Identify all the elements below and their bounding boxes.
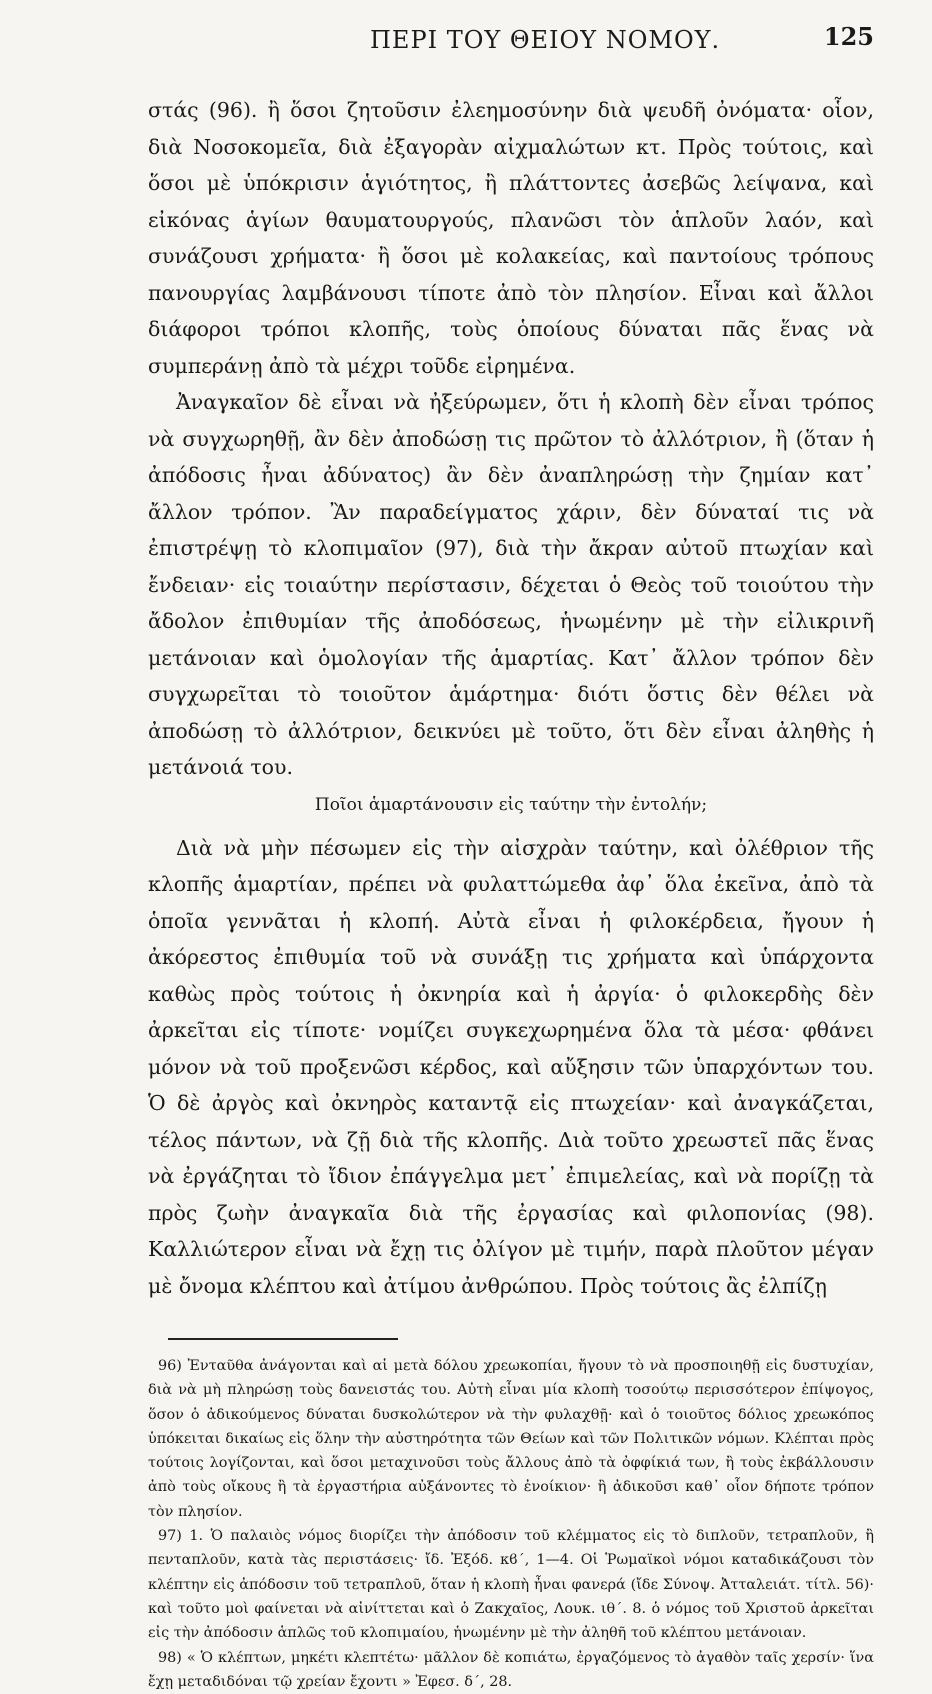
main-text bbox=[148, 92, 874, 1304]
paragraph-2: Ἀναγκαῖον δὲ εἶναι νὰ ἠξεύρωμεν, ὅτι ἡ κλοπὴ δὲν εἶναι τρόπος νὰ συγχωρηθῇ, ἂν δὲν ἀποδώσῃ τις πρῶτον τὸ ἀλλότριον, ἢ (ὅταν ἡ ἀπόδοσις ἦναι ἀδύνατος) ἂν δὲν ἀναπληρώσῃ τὴν ζημίαν κατ᾽ ἄλλον τρόπον. Ἂν παραδείγματος χάριν, δὲν δύναταί τις νὰ ἐπιστρέψῃ τὸ κλοπιμαῖον (97), διὰ τὴν ἄκραν αὐτοῦ πτωχίαν καὶ ἔνδειαν· εἰς τοιαύτην περίστασιν, δέχεται ὁ Θεὸς τοῦ τοιούτου τὴν ἄδολον ἐπιθυμίαν τῆς ἀποδόσεως, ἡνωμένην μὲ τὴν εἰλικρινῆ μετάνοιαν καὶ ὁμολογίαν τῆς ἁμαρτίας. Κατ᾽ ἄλλον τρόπον δὲν συγχωρεῖται τὸ τοιοῦτον ἁμάρτημα· διότι ὅστις δὲν θέλει νὰ ἀποδώσῃ τὸ ἀλλότριον, δεικνύει μὲ τοῦτο, ὅτι δὲν εἶναι ἀληθὴς ἡ μετάνοιά του. bbox=[148, 390, 874, 779]
footnotes bbox=[148, 1354, 874, 1694]
paragraph-1: στάς (96). ἢ ὅσοι ζητοῦσιν ἐλεημοσύνην διὰ ψευδῆ ὀνόματα· οἷον, διὰ Νοσοκομεῖα, διὰ ἐξαγορὰν αἰχμαλώτων κτ. Πρὸς τούτοις, καὶ ὅσοι μὲ ὑπόκρισιν ἁγιότητος, ἢ πλάττοντες ἀσεβῶς λείψανα, καὶ εἰκόνας ἁγίων θαυματουργούς, πλανῶσι τὸν ἁπλοῦν λαόν, καὶ συνάζουσι χρήματα· ἢ ὅσοι μὲ κολακείας, καὶ παντοίους τρόπους πανουργίας λαμβάνουσι τίποτε ἀπὸ τὸν πλησίον. Εἶναι καὶ ἄλλοι διάφοροι τρόποι κλοπῆς, τοὺς ὁποίους δύναται πᾶς ἕνας νὰ συμπεράνῃ ἀπὸ τὰ μέχρι τοῦδε εἰρημένα. bbox=[148, 98, 874, 378]
footnote-separator bbox=[168, 1338, 398, 1340]
footnote-96: 96) Ἐνταῦθα ἀνάγονται καὶ αἱ μετὰ δόλου χρεωκοπίαι, ἤγουν τὸ νὰ προσποιηθῇ εἰς δυστυχίαν, διὰ νὰ μὴ πληρώσῃ τοὺς δανειστάς του. Αὐτὴ εἶναι μία κλοπὴ τοσούτῳ περισσότερον ἐπίψογος, ὅσον ὁ ἀδικούμενος δύναται δυσκολώτερον νὰ τὴν φυλαχθῇ· καὶ ὁ τοιοῦτος δόλιος χρεωκόπος ὑπόκειται δικαίως εἰς ὅλην τὴν αὐστηρότητα τῶν Θείων καὶ τῶν Πολιτικῶν νόμων. Κλέπται πρὸς τούτοις λογίζονται, καὶ ὅσοι μεταχινοῦσι τοὺς ἄλλους ἀπὸ τὰ ὀφφίκιά των, ἢ τοὺς ἐκβάλλουσιν ἀπὸ τοὺς οἴκους ἢ τὰ ἐργαστήρια αὐξάνοντες τὸ ἐνοίκιον· ἢ ἀδικοῦσι καθ᾽ οἷον δήποτε τρόπον τὸν πλησίον. bbox=[148, 1358, 874, 1520]
page-header bbox=[148, 18, 874, 62]
footnote-97: 97) 1. Ὁ παλαιὸς νόμος διορίζει τὴν ἀπόδοσιν τοῦ κλέμματος εἰς τὸ διπλοῦν, τετραπλοῦν, ἢ πενταπλοῦν, κατὰ τὰς περιστάσεις· ἴδ. Ἐξόδ. κϐ´, 1—4. Οἱ Ῥωμαϊκοὶ νόμοι καταδικάζουσι τὸν κλέπτην εἰς ἀπόδοσιν τοῦ τετραπλοῦ, ὅταν ἡ κλοπὴ ἦναι φανερά (ἴδε Σύνοψ. Ἀτταλειάτ. τίτλ. 56)· καὶ τοῦτο μοὶ φαίνεται νὰ αἰνίττεται καὶ ὁ Ζακχαῖος, Λουκ. ιθ´. 8. ὁ νόμος τοῦ Χριστοῦ ἀρκεῖται εἰς τὴν ἀπόδοσιν ἁπλῶς τοῦ κλοπιμαίου, ἡνωμένην μὲ τὴν ἀληθῆ τοῦ κλέπτου μετάνοιαν. bbox=[148, 1528, 874, 1642]
section-heading: Ποῖοι ἁμαρτάνουσιν εἰς ταύτην τὴν ἐντολήν; bbox=[314, 794, 708, 815]
paragraph-3: Διὰ νὰ μὴν πέσωμεν εἰς τὴν αἰσχρὰν ταύτην, καὶ ὀλέθριον τῆς κλοπῆς ἁμαρτίαν, πρέπει νὰ φυλαττώμεθα ἀφ᾽ ὅλα ἐκεῖνα, ἀπὸ τὰ ὁποῖα γεννᾶται ἡ κλοπή. Αὐτὰ εἶναι ἡ φιλοκέρδεια, ἤγουν ἡ ἀκόρεστος ἐπιθυμία τοῦ νὰ συνάξῃ τις χρήματα καὶ ὑπάρχοντα καθὼς πρὸς τούτοις ἡ ὀκνηρία καὶ ἡ ἀργία· ὁ φιλοκερδὴς δὲν ἀρκεῖται εἰς τίποτε· νομίζει συγκεχωρημένα ὅλα τὰ μέσα· φθάνει μόνον νὰ τοῦ προξενῶσι κέρδος, καὶ αὔξησιν τῶν ὑπαρχόντων του. Ὁ δὲ ἀργὸς καὶ ὀκνηρὸς καταντᾷ εἰς πτωχείαν· καὶ ἀναγκάζεται, τέλος πάντων, νὰ ζῇ διὰ τῆς κλοπῆς. Διὰ τοῦτο χρεωστεῖ πᾶς ἕνας νὰ ἐργάζηται τὸ ἴδιον ἐπάγγελμα μετ᾽ ἐπιμελείας, καὶ νὰ πορίζῃ τὰ πρὸς ζωὴν ἀναγκαῖα διὰ τῆς ἐργασίας καὶ φιλοπονίας (98). Καλλιώτερον εἶναι νὰ ἔχῃ τις ὀλίγον μὲ τιμήν, παρὰ πλοῦτον μέγαν μὲ ὄνομα κλέπτου καὶ ἀτίμου ἀνθρώπου. Πρὸς τούτοις ἂς ἐλπίζῃ bbox=[148, 835, 874, 1298]
footnote-98: 98) « Ὁ κλέπτων, μηκέτι κλεπτέτω· μᾶλλον δὲ κοπιάτω, ἐργαζόμενος τὸ ἀγαθὸν ταῖς χερσίν· ἵνα ἔχῃ μεταδιδόναι τῷ χρείαν ἔχοντι » Ἐφεσ. δ´, 28. bbox=[148, 1649, 874, 1690]
running-title: ΠΕΡΙ ΤΟΥ ΘΕΙΟΥ ΝΟΜΟΥ. bbox=[370, 26, 721, 54]
page-number: 125 bbox=[823, 22, 874, 51]
